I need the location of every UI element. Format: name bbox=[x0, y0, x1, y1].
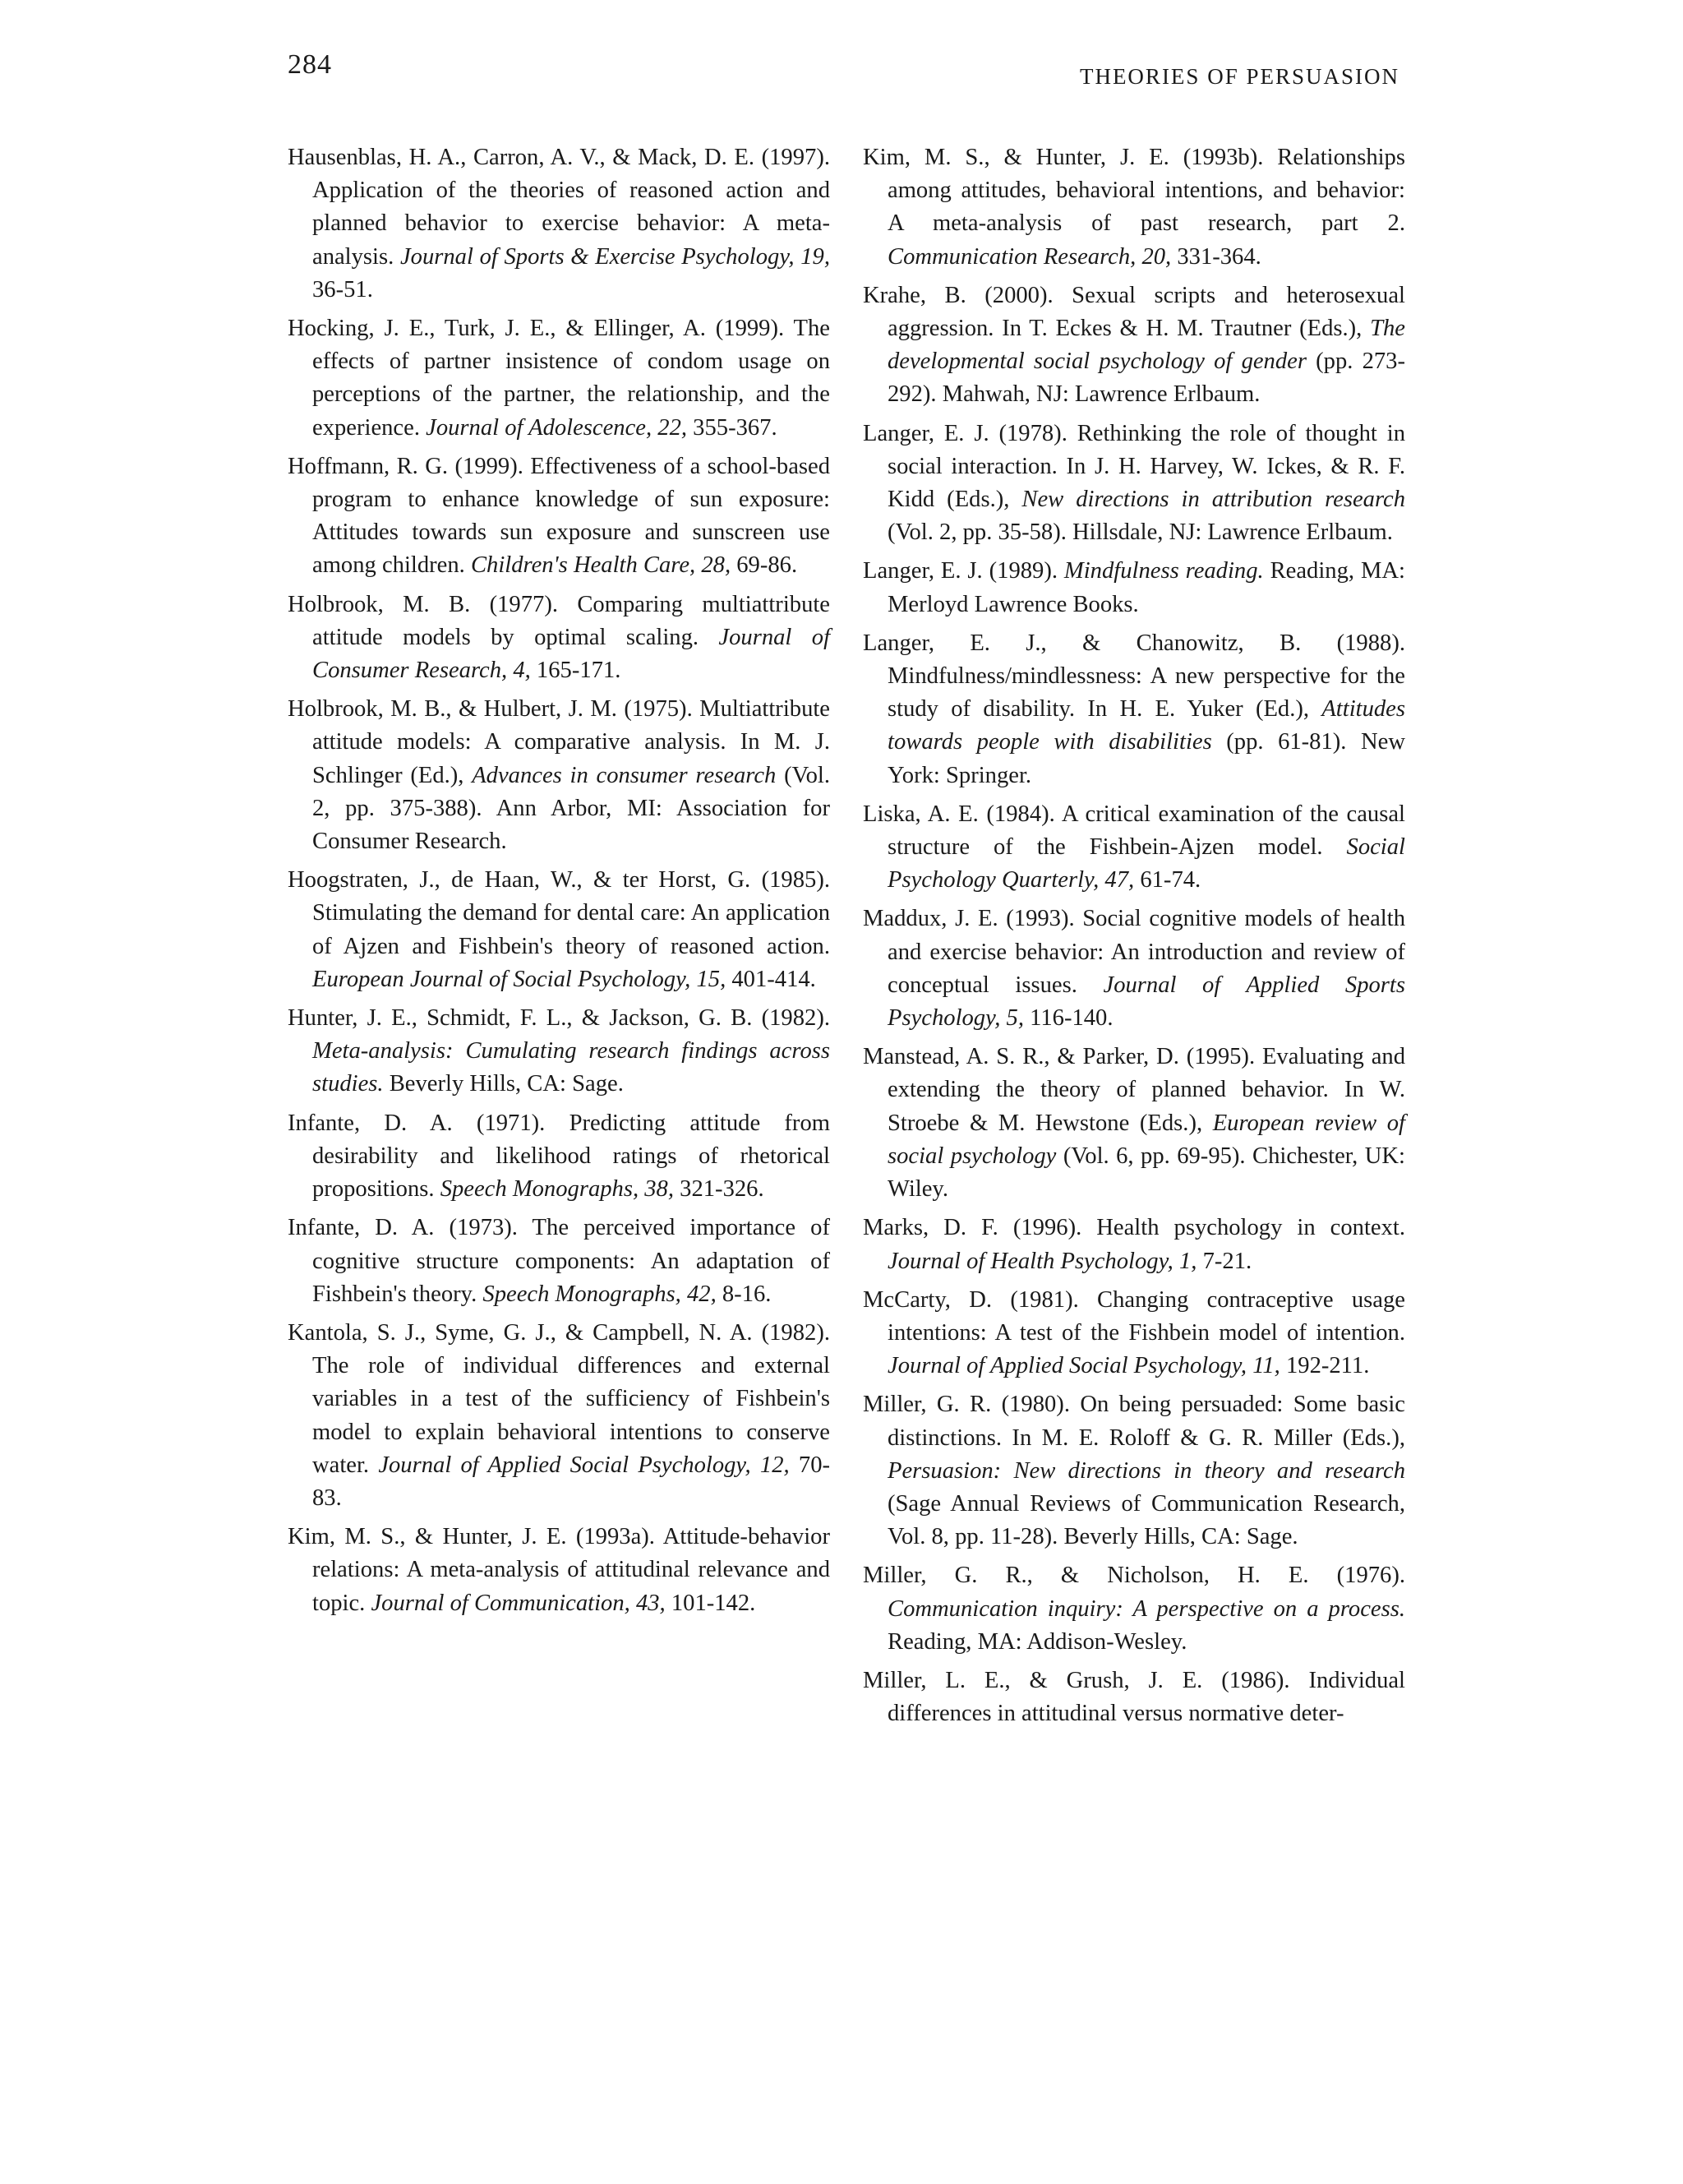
reference-entry: Langer, E. J. (1989). Mindfulness reading. Reading, MA: Merloyd Lawrence Books. bbox=[863, 558, 1405, 617]
reference-entry: Hunter, J. E., Schmidt, F. L., & Jackson, G. B. (1982). Meta-analysis: Cumulating research findings across studies. Beverly Hills, CA: Sage. bbox=[288, 1005, 830, 1097]
reference-entry: Langer, E. J. (1978). Rethinking the role of thought in social interaction. In J. H. Harvey, W. Ickes, & R. F. Kidd (Eds.), New directions in attribution research (Vol. 2, pp. 35-58). Hillsdale, NJ: Lawrence Erlbaum. bbox=[863, 420, 1406, 546]
reference-entry: Hausenblas, H. A., Carron, A. V., & Mack, D. E. (1997). Application of the theories of reasoned action and planned behavior to exercise behavior: A meta-analysis. Journal of Sports & Exercise Psychology, 19, 36-51. bbox=[288, 145, 830, 302]
page-number: 284 bbox=[288, 49, 332, 80]
reference-entry: Krahe, B. (2000). Sexual scripts and heterosexual aggression. In T. Eckes & H. M. Trautner (Eds.), The developmental social psychology of gender (pp. 273-292). Mahwah, NJ: Lawrence Erlbaum. bbox=[863, 282, 1405, 408]
reference-entry: Miller, L. E., & Grush, J. E. (1986). Individual differences in attitudinal versus normative deter- bbox=[863, 1667, 1405, 1727]
reference-entry: Hoogstraten, J., de Haan, W., & ter Horst, G. (1985). Stimulating the demand for dental care: An application of Ajzen and Fishbein's theory of reasoned action. European Journal of Social Psychology, 15, 401-414. bbox=[288, 867, 830, 992]
reference-entry: Manstead, A. S. R., & Parker, D. (1995). Evaluating and extending the theory of planned behavior. In W. Stroebe & M. Hewstone (Eds.), European review of social psychology (Vol. 6, pp. 69-95). Chichester, UK: Wiley. bbox=[863, 1044, 1405, 1203]
reference-entry: Kim, M. S., & Hunter, J. E. (1993a). Attitude-behavior relations: A meta-analysis of attitudinal relevance and topic. Journal of Communication, 43, 101-142. bbox=[288, 1524, 830, 1616]
reference-entry: Kim, M. S., & Hunter, J. E. (1993b). Relationships among attitudes, behavioral intentions, and behavior: A meta-analysis of past research, part 2. Communication Research, 20, 331-364. bbox=[863, 145, 1405, 270]
running-head: THEORIES OF PERSUASION bbox=[1079, 64, 1399, 89]
reference-entry: Infante, D. A. (1973). The perceived importance of cognitive structure components: An adaptation of Fishbein's theory. Speech Monographs, 42, 8-16. bbox=[288, 1215, 830, 1307]
references-right-column bbox=[863, 141, 1405, 1736]
reference-entry: Holbrook, M. B. (1977). Comparing multiattribute attitude models by optimal scaling. Journal of Consumer Research, 4, 165-171. bbox=[288, 591, 831, 684]
reference-entry: Kantola, S. J., Syme, G. J., & Campbell, N. A. (1982). The role of individual differences and external variables in a test of the sufficiency of Fishbein's model to explain behavioral intentions to conserve water. Journal of Applied Social Psychology, 12, 70-83. bbox=[288, 1319, 831, 1511]
reference-entry: Hoffmann, R. G. (1999). Effectiveness of a school-based program to enhance knowledge of sun exposure: Attitudes towards sun exposure and sunscreen use among children. Children's Health Care, 28, 69-86. bbox=[288, 453, 830, 579]
reference-entry: Liska, A. E. (1984). A critical examination of the causal structure of the Fishbein-Ajzen model. Social Psychology Quarterly, 47, 61-74. bbox=[863, 801, 1405, 893]
reference-entry: Holbrook, M. B., & Hulbert, J. M. (1975). Multiattribute attitude models: A comparative analysis. In M. J. Schlinger (Ed.), Advances in consumer research (Vol. 2, pp. 375-388). Ann Arbor, MI: Association for Consumer Research. bbox=[288, 696, 830, 855]
references-left-column bbox=[288, 141, 830, 1626]
reference-entry: McCarty, D. (1981). Changing contraceptive usage intentions: A test of the Fishbein model of intention. Journal of Applied Social Psychology, 11, 192-211. bbox=[863, 1286, 1405, 1379]
reference-entry: Infante, D. A. (1971). Predicting attitude from desirability and likelihood ratings of rhetorical propositions. Speech Monographs, 38, 321-326. bbox=[288, 1110, 830, 1203]
reference-entry: Hocking, J. E., Turk, J. E., & Ellinger, A. (1999). The effects of partner insistence of condom usage on perceptions of the partner, the relationship, and the experience. Journal of Adolescence, 22, 355-367. bbox=[288, 316, 830, 441]
reference-entry: Langer, E. J., & Chanowitz, B. (1988). Mindfulness/mindlessness: A new perspective for the study of disability. In H. E. Yuker (Ed.), Attitudes towards people with disabilities (pp. 61-81). New York: Springer. bbox=[863, 630, 1405, 788]
reference-entry: Miller, G. R., & Nicholson, H. E. (1976). Communication inquiry: A perspective on a process. Reading, MA: Addison-Wesley. bbox=[863, 1563, 1405, 1655]
reference-entry: Miller, G. R. (1980). On being persuaded: Some basic distinctions. In M. E. Roloff & G. R. Miller (Eds.), Persuasion: New directions in theory and research (Sage Annual Reviews of Communication Research, Vol. 8, pp. 11-28). Beverly Hills, CA: Sage. bbox=[863, 1392, 1405, 1550]
reference-entry: Marks, D. F. (1996). Health psychology in context. Journal of Health Psychology, 1, 7-21. bbox=[863, 1215, 1405, 1274]
reference-entry: Maddux, J. E. (1993). Social cognitive models of health and exercise behavior: An introduction and review of conceptual issues. Journal of Applied Sports Psychology, 5, 116-140. bbox=[863, 906, 1405, 1032]
